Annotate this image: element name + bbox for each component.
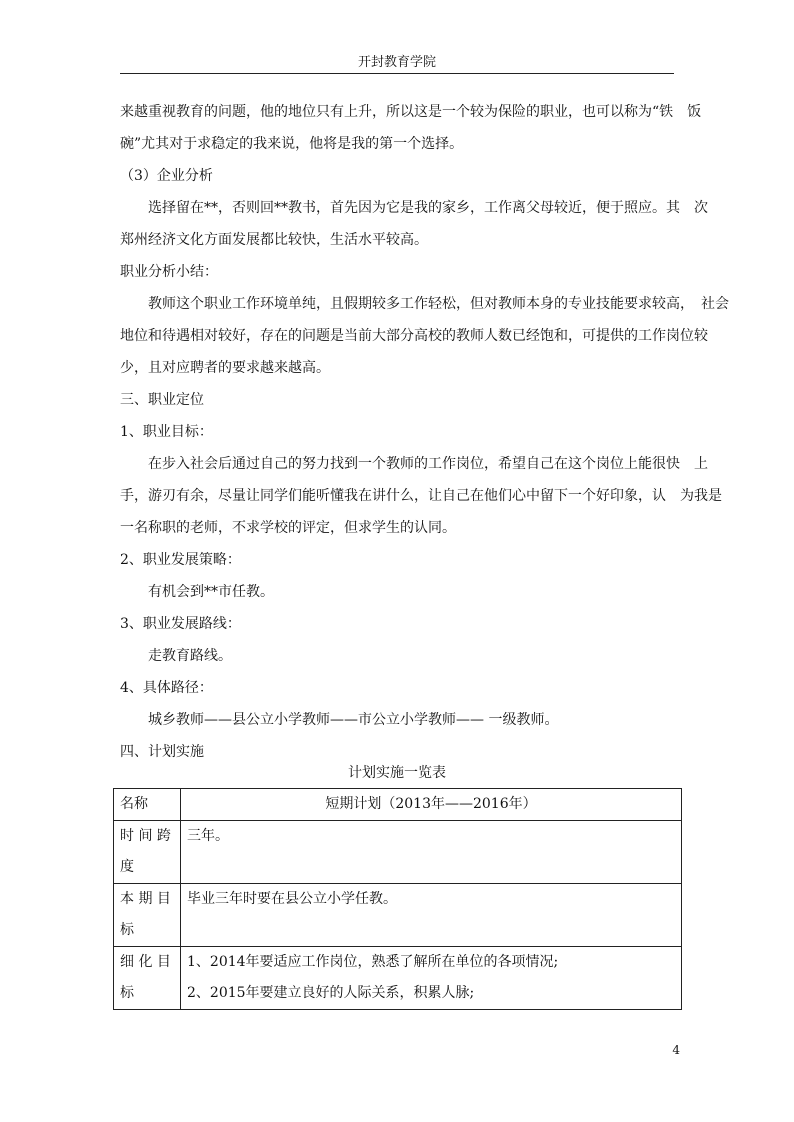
- row-content-line: 三年。: [187, 828, 229, 844]
- table-header-cell: 名称: [114, 789, 181, 821]
- section-heading: （3）企业分析: [120, 168, 213, 184]
- row-label-line: 标: [120, 922, 134, 938]
- row-content-line: [187, 852, 675, 883]
- page-header-title: 开封教育学院: [357, 55, 436, 70]
- document-body: [120, 96, 729, 768]
- row-label-line: 细 化 目: [120, 954, 171, 970]
- row-content-line: [187, 915, 675, 946]
- body-line: 来越重视教育的问题，他的地位只有上升，所以这是一个较为保险的职业，也可以称为“铁 饭: [120, 104, 702, 120]
- body-line: 有机会到**市任教。: [148, 584, 274, 600]
- row-label-cell: [114, 947, 181, 1010]
- section-heading: 1、职业目标：: [120, 424, 213, 440]
- body-line: 郑州经济文化方面发展都比较快，生活水平较高。: [120, 232, 428, 248]
- body-line: 少，且对应聘者的要求越来越高。: [120, 360, 330, 376]
- table-row: [114, 821, 682, 884]
- body-line: 在步入社会后通过自己的努力找到一个教师的工作岗位，希望自己在这个岗位上能很快 上: [148, 456, 708, 472]
- row-label-line: 时 间 跨: [120, 828, 171, 844]
- body-line: 选择留在**，否则回**教书，首先因为它是我的家乡，工作离父母较近，便于照应。其 次: [148, 200, 708, 216]
- section-heading: 2、职业发展策略：: [120, 552, 241, 568]
- plan-table: [113, 788, 682, 1010]
- body-line: 教师这个职业工作环境单纯，且假期较多工作轻松，但对教师本身的专业技能要求较高， 社会: [148, 296, 729, 312]
- row-label-line: 度: [120, 859, 134, 875]
- body-line: 走教育路线。: [148, 648, 232, 664]
- table-row: [114, 947, 682, 1010]
- row-label-line: 标: [120, 985, 134, 1001]
- body-line: 地位和待遇相对较好，存在的问题是当前大部分高校的教师人数已经饱和，可提供的工作岗位较: [120, 328, 708, 344]
- body-line: 一名称职的老师，不求学校的评定，但求学生的认同。: [120, 520, 456, 536]
- row-content-line: 1、2014年要适应工作岗位，熟悉了解所在单位的各项情况;: [187, 954, 559, 970]
- row-content-cell: [181, 947, 682, 1010]
- row-label-cell: [114, 821, 181, 884]
- section-heading: 四、计划实施: [120, 744, 204, 760]
- row-content-cell: [181, 821, 682, 884]
- header-rule: [120, 73, 674, 74]
- section-heading: 4、具体路径：: [120, 680, 213, 696]
- body-line: 城乡教师——县公立小学教师——市公立小学教师—— 一级教师。: [148, 712, 559, 728]
- row-label-line: 本 期 目: [120, 891, 171, 907]
- page-number: 4: [672, 1043, 680, 1057]
- table-title: 计划实施一览表: [348, 765, 446, 781]
- table-header-row: [114, 789, 682, 821]
- section-heading: 职业分析小结：: [120, 264, 218, 280]
- row-content-line: 2、2015年要建立良好的人际关系，积累人脉;: [187, 985, 475, 1001]
- row-content-cell: [181, 884, 682, 947]
- body-line: 碗”尤其对于求稳定的我来说，他将是我的第一个选择。: [120, 136, 464, 152]
- table-header-cell: 短期计划（2013年——2016年）: [181, 789, 682, 821]
- table-row: [114, 884, 682, 947]
- section-heading: 3、职业发展路线：: [120, 616, 241, 632]
- row-label-cell: [114, 884, 181, 947]
- body-line: 手，游刃有余，尽量让同学们能听懂我在讲什么，让自己在他们心中留下一个好印象，认 为我是: [120, 488, 722, 504]
- section-heading: 三、职业定位: [120, 392, 204, 408]
- row-content-line: 毕业三年时要在县公立小学任教。: [187, 891, 397, 907]
